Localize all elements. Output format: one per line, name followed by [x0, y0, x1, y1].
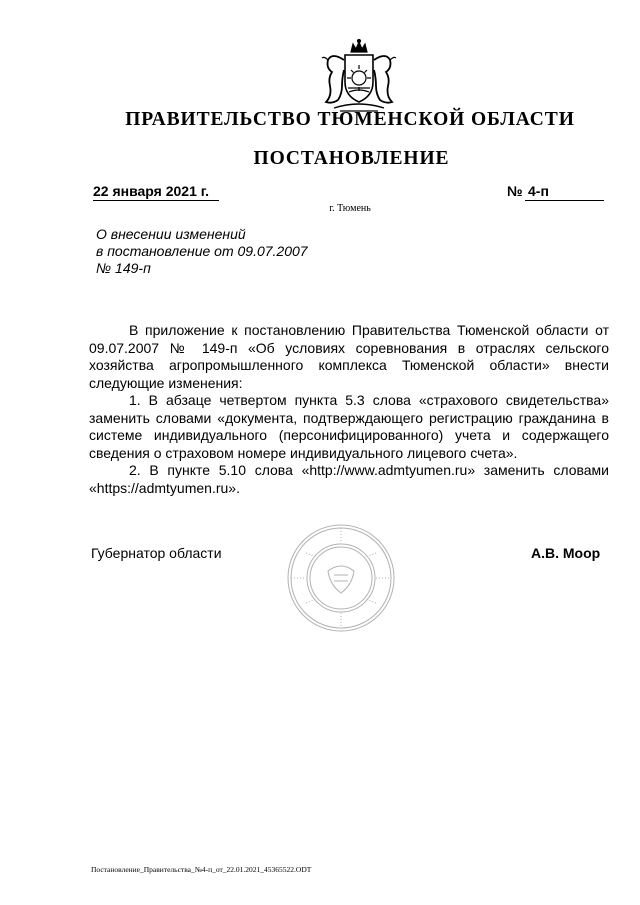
body-item-2: 2. В пункте 5.10 слова «http://www.admtyumen.ru» заменить словами «https://admtyumen.ru».	[89, 462, 609, 496]
subject-line: О внесении изменений	[96, 226, 246, 242]
footer-filename: Постановление_Правительства_№4-п_от_22.01.2021_45365522.ODT	[91, 865, 312, 874]
document-number: 4-п	[525, 183, 604, 201]
government-title: ПРАВИТЕЛЬСТВО ТЮМЕНСКОЙ ОБЛАСТИ	[125, 109, 575, 130]
subject-line: в постановление от 09.07.2007	[96, 243, 308, 259]
signer-role: Губернатор области	[91, 545, 222, 561]
body-item-1: 1. В абзаце четвертом пункта 5.3 слова «страхового свидетельства» заменить словами «документа, подтверждающего регистрацию гражданина в системе индивидуального (персонифицированного) учета и содержащего сведения о страховом номере индивидуального лицевого счета».	[89, 392, 609, 461]
document-body	[89, 322, 609, 497]
city-name: г. Тюмень	[329, 203, 371, 214]
document-type-heading: ПОСТАНОВЛЕНИЕ	[253, 148, 450, 169]
signer-name: А.В. Моор	[531, 545, 601, 561]
coat-of-arms-emblem	[318, 38, 400, 114]
document-date: 22 января 2021 г.	[93, 183, 219, 201]
number-label: №	[507, 183, 523, 199]
body-intro-paragraph: В приложение к постановлению Правительства Тюменской области от 09.07.2007 № 149-п «Об условиях соревнования в отраслях сельского хозяйства агропромышленного комплекса Тюменской области» внести следующие изменения:	[89, 322, 609, 391]
subject-line: № 149-п	[96, 260, 151, 276]
document-subject	[96, 226, 308, 277]
official-seal-stamp	[286, 523, 396, 633]
